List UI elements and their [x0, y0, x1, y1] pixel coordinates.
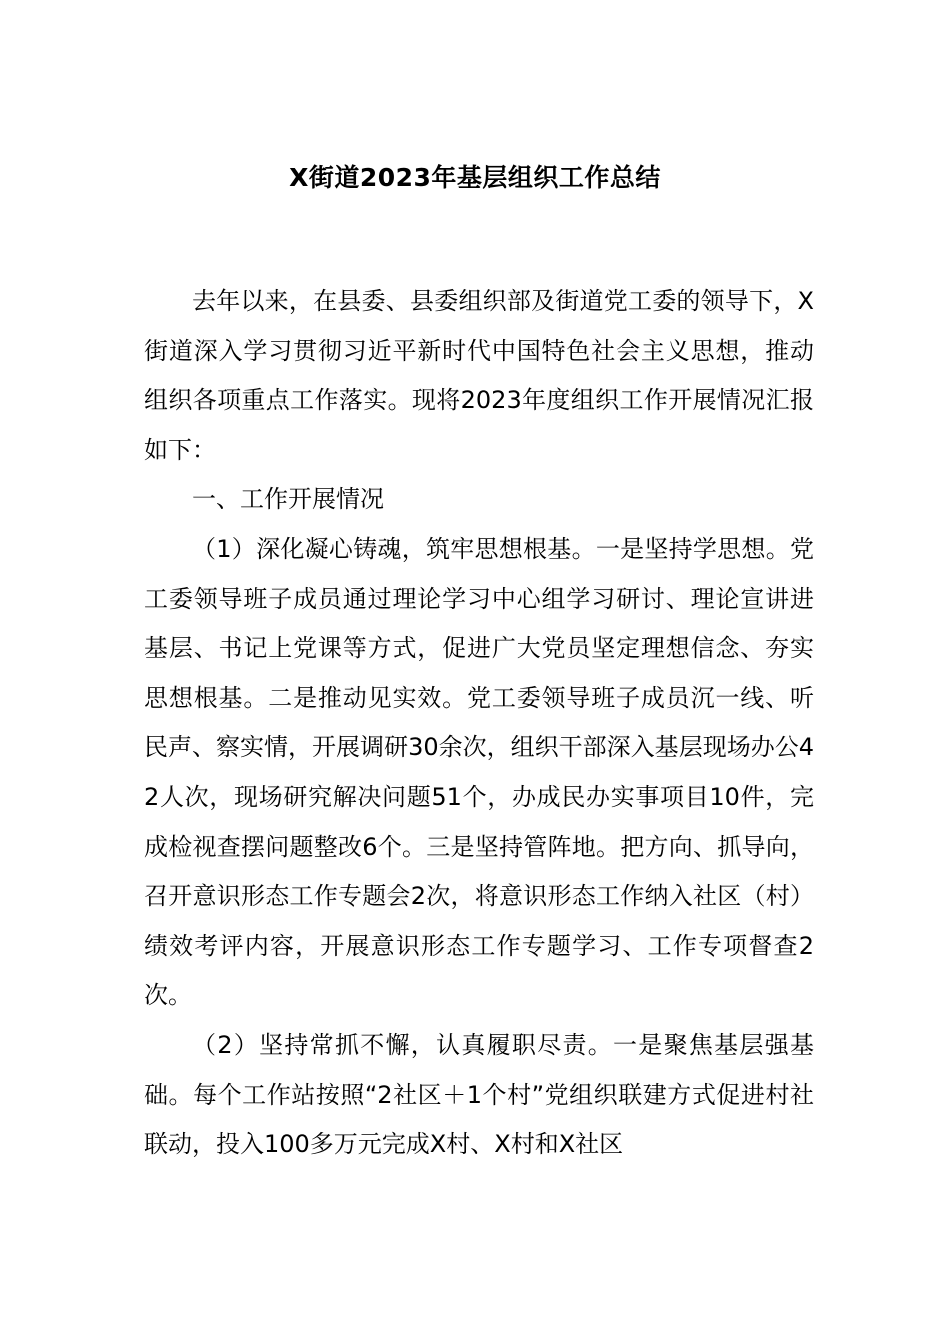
paragraph-2: （2）坚持常抓不懈，认真履职尽责。一是聚焦基层强基础。每个工作站按照“2社区＋1个村”党组织联建方式促进村社联动，投入100多万元完成X村、X村和X社区	[144, 1030, 814, 1159]
paragraph-1: （1）深化凝心铸魂，筑牢思想根基。一是坚持学思想。党工委领导班子成员通过理论学习中心组学习研讨、理论宣讲进基层、书记上党课等方式，促进广大党员坚定理想信念、夯实思想根基。二是推动见实效。党工委领导班子成员沉一线、听民声、察实情，开展调研30余次，组织干部深入基层现场办公42人次，现场研究解决问题51个，办成民办实事项目10件，完成检视查摆问题整改6个。三是坚持管阵地。把方向、抓导向，召开意识形态工作专题会2次，将意识形态工作纳入社区（村）绩效考评内容，开展意识形态工作专题学习、工作专项督查2次。	[144, 534, 814, 1010]
document-body	[144, 277, 814, 1170]
document-title: X街道2023年基层组织工作总结	[289, 163, 661, 192]
intro-paragraph: 去年以来，在县委、县委组织部及街道党工委的领导下，X街道深入学习贯彻习近平新时代中国特色社会主义思想，推动组织各项重点工作落实。现将2023年度组织工作开展情况汇报如下：	[144, 287, 814, 464]
section-heading: 一、工作开展情况	[192, 485, 384, 514]
